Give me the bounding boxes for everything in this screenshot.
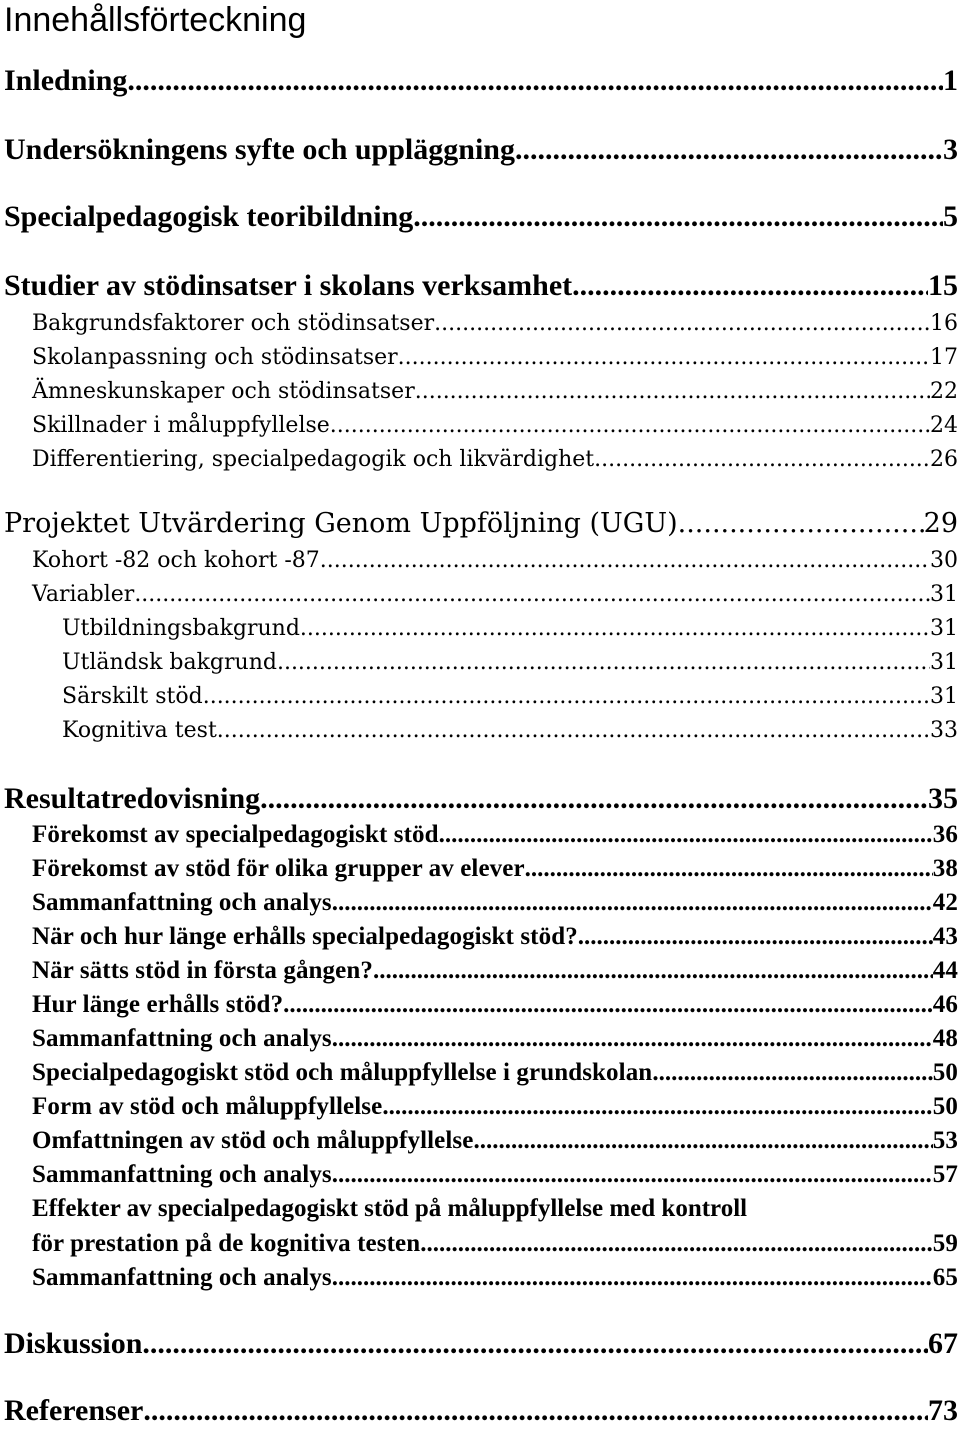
toc-entry-page: 73	[928, 1394, 958, 1427]
toc-entry-sammanfattning-2[interactable]	[0, 1024, 958, 1054]
toc-entry-title: Specialpedagogisk teoribildning	[4, 200, 414, 233]
dot-leader	[439, 820, 933, 850]
toc-entry-title: Form av stöd och måluppfyllelse	[32, 1093, 383, 1120]
toc-entry-page: 36	[932, 821, 958, 848]
toc-entry-title: Inledning	[4, 64, 128, 97]
toc-entry-bakgrundsfaktorer[interactable]	[0, 309, 958, 339]
toc-entry-page: 24	[930, 413, 958, 438]
toc-entry-title: Utbildningsbakgrund	[62, 616, 300, 641]
dot-leader	[203, 682, 930, 712]
dot-leader	[127, 63, 943, 99]
toc-entry-title: Utländsk bakgrund	[62, 650, 277, 675]
toc-entry-title: Kognitiva test	[62, 718, 217, 743]
dot-leader	[473, 1126, 932, 1156]
toc-entry-form-av-stod[interactable]	[0, 1092, 958, 1122]
toc-entry-utlandsk-bakgrund[interactable]	[0, 648, 958, 678]
toc-entry-page: 59	[932, 1230, 958, 1257]
dot-leader	[260, 781, 928, 817]
toc-entry-inledning[interactable]	[0, 63, 958, 99]
toc-entry-page: 31	[930, 650, 958, 675]
toc-entry-page: 46	[932, 991, 958, 1018]
toc-entry-title: Sammanfattning och analys	[32, 1264, 332, 1291]
toc-entry-sarskilt-stod[interactable]	[0, 682, 958, 712]
toc-entry-title: Resultatredovisning	[4, 782, 261, 815]
toc-entry-page: 57	[932, 1161, 958, 1188]
dot-leader	[332, 1024, 933, 1054]
toc-entry-skillnader[interactable]	[0, 411, 958, 441]
toc-entry-title: Ämneskunskaper och stödinsatser	[32, 379, 415, 404]
toc-entry-page: 15	[928, 269, 958, 302]
toc-entry-title: Undersökningens syfte och uppläggning	[4, 133, 515, 166]
dot-leader	[217, 716, 930, 746]
dot-leader	[382, 1092, 932, 1122]
toc-entry-amneskunskaper[interactable]	[0, 377, 958, 407]
page-title: Innehållsförteckning	[4, 1, 307, 39]
toc-entry-page: 42	[932, 889, 958, 916]
toc-entry-nar-och-hur-lange[interactable]	[0, 922, 958, 952]
toc-entry-omfattningen[interactable]	[0, 1126, 958, 1156]
toc-entry-page: 29	[923, 508, 958, 539]
toc-entry-title: När och hur länge erhålls specialpedagogiskt stöd?	[32, 923, 578, 950]
toc-entry-sammanfattning-3[interactable]	[0, 1160, 958, 1190]
dot-leader	[277, 648, 930, 678]
toc-entry-studier[interactable]	[0, 268, 958, 304]
toc-entry-title: Differentiering, specialpedagogik och likvärdighet	[32, 447, 595, 472]
toc-entry-title: Skolanpassning och stödinsatser	[32, 345, 398, 370]
toc-entry-grundskolan[interactable]	[0, 1058, 958, 1088]
toc-entry-title: Kohort -82 och kohort -87	[32, 548, 320, 573]
toc-entry-kognitiva-test[interactable]	[0, 716, 958, 746]
toc-entry-page: 31	[930, 616, 958, 641]
toc-entry-title: Bakgrundsfaktorer och stödinsatser	[32, 311, 435, 336]
toc-entry-page: 44	[932, 957, 958, 984]
toc-entry-page: 31	[930, 684, 958, 709]
toc-entry-variabler[interactable]	[0, 580, 958, 610]
dot-leader	[413, 199, 943, 235]
dot-leader	[142, 1326, 928, 1362]
toc-entry-title: för prestation på de kognitiva testen	[32, 1230, 421, 1257]
toc-entry-forekomst-stod[interactable]	[0, 820, 958, 850]
dot-leader	[578, 922, 933, 952]
toc-entry-page: 30	[930, 548, 958, 573]
toc-entry-page: 26	[930, 447, 958, 472]
toc-entry-page: 33	[930, 718, 958, 743]
toc-entry-page: 1	[943, 64, 958, 97]
dot-leader	[594, 445, 930, 475]
toc-entry-resultatredovisning[interactable]	[0, 781, 958, 817]
toc-entry-skolanpassning[interactable]	[0, 343, 958, 373]
toc-entry-page: 48	[932, 1025, 958, 1052]
toc-entry-title: Variabler	[32, 582, 135, 607]
dot-leader	[330, 411, 930, 441]
dot-leader	[373, 956, 933, 986]
dot-leader	[332, 888, 933, 918]
toc-entry-title: Diskussion	[4, 1327, 143, 1360]
toc-entry-nar-satts-stod[interactable]	[0, 956, 958, 986]
dot-leader	[678, 506, 924, 542]
toc-entry-page: 16	[930, 311, 958, 336]
toc-entry-title: Projektet Utvärdering Genom Uppföljning (UGU)	[4, 508, 678, 539]
toc-entry-page: 43	[932, 923, 958, 950]
dot-leader	[332, 1160, 933, 1190]
toc-entry-page: 5	[943, 200, 958, 233]
toc-entry-title: Förekomst av stöd för olika grupper av elever	[32, 855, 525, 882]
dot-leader	[398, 343, 930, 373]
toc-entry-sammanfattning-1[interactable]	[0, 888, 958, 918]
toc-entry-forekomst-grupper[interactable]	[0, 854, 958, 884]
toc-entry-sammanfattning-4[interactable]	[0, 1263, 958, 1293]
toc-entry-effekter[interactable]	[0, 1229, 958, 1259]
toc-entry-title: Sammanfattning och analys	[32, 1161, 332, 1188]
toc-entry-diskussion[interactable]	[0, 1326, 958, 1362]
toc-entry-page: 38	[932, 855, 958, 882]
dot-leader	[415, 377, 930, 407]
toc-entry-title: Hur länge erhålls stöd?	[32, 991, 284, 1018]
toc-entry-page: 50	[932, 1059, 958, 1086]
toc-entry-title: Studier av stödinsatser i skolans verksamhet	[4, 269, 573, 302]
toc-entry-page: 65	[932, 1264, 958, 1291]
dot-leader	[572, 268, 928, 304]
toc-entry-syfte[interactable]	[0, 132, 958, 168]
dot-leader	[320, 546, 930, 576]
toc-entry-page: 67	[928, 1327, 958, 1360]
dot-leader	[420, 1229, 933, 1259]
toc-entry-page: 35	[928, 782, 958, 815]
dot-leader	[332, 1263, 933, 1293]
toc-entry-page: 17	[930, 345, 958, 370]
dot-leader	[134, 580, 930, 610]
toc-entry-teoribildning[interactable]	[0, 199, 958, 235]
dot-leader	[283, 990, 933, 1020]
toc-entry-title: När sätts stöd in första gången?	[32, 957, 373, 984]
toc-entry-hur-lange[interactable]	[0, 990, 958, 1020]
toc-entry-title: Sammanfattning och analys	[32, 1025, 332, 1052]
dot-leader	[300, 614, 930, 644]
toc-entry-utbildningsbakgrund[interactable]	[0, 614, 958, 644]
toc-entry-title: Särskilt stöd	[62, 684, 203, 709]
toc-entry-title: Förekomst av specialpedagogiskt stöd	[32, 821, 439, 848]
toc-entry-effekter-line1[interactable]: Effekter av specialpedagogiskt stöd på måluppfyllelse med kontroll	[32, 1195, 748, 1222]
toc-entry-title: Specialpedagogiskt stöd och måluppfyllelse i grundskolan	[32, 1059, 653, 1086]
toc-entry-page: 3	[943, 133, 958, 166]
toc-entry-kohort[interactable]	[0, 546, 958, 576]
dot-leader	[652, 1058, 932, 1088]
toc-entry-title: Skillnader i måluppfyllelse	[32, 413, 330, 438]
toc-entry-page: 53	[932, 1127, 958, 1154]
toc-entry-ugu[interactable]	[0, 506, 958, 542]
toc-entry-title: Referenser	[4, 1394, 144, 1427]
dot-leader	[434, 309, 930, 339]
dot-leader	[515, 132, 943, 168]
toc-entry-page: 31	[930, 582, 958, 607]
toc-entry-page: 22	[930, 379, 958, 404]
toc-entry-page: 50	[932, 1093, 958, 1120]
dot-leader	[525, 854, 933, 884]
toc-entry-differentiering[interactable]	[0, 445, 958, 475]
toc-entry-title: Sammanfattning och analys	[32, 889, 332, 916]
toc-entry-title: Omfattningen av stöd och måluppfyllelse	[32, 1127, 474, 1154]
